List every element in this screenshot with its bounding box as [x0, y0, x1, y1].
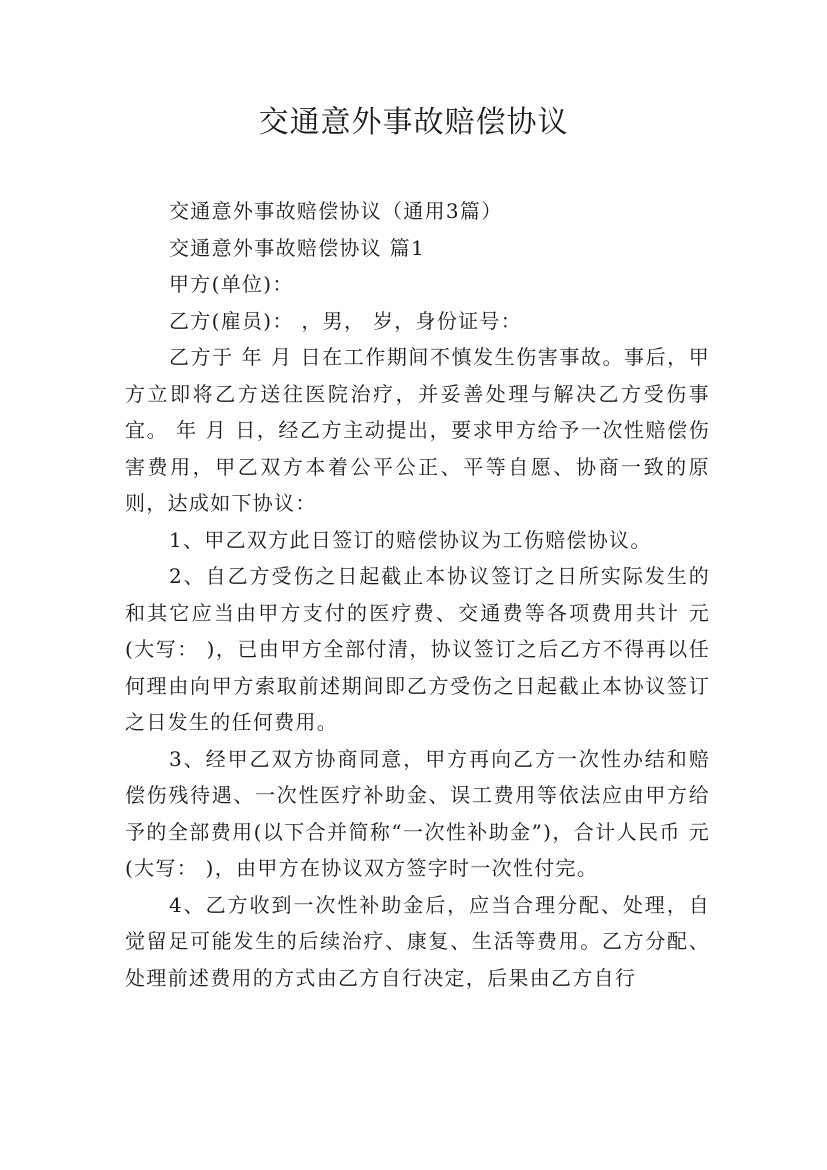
paragraph-clause-1: 1、甲乙双方此日签订的赔偿协议为工伤赔偿协议。 — [169, 527, 652, 552]
paragraph-party-a: 甲方(单位)： — [169, 272, 294, 296]
paragraph-subtitle: 交通意外事故赔偿协议（通用3篇） — [169, 199, 503, 223]
document-body — [125, 193, 710, 996]
paragraph-party-b: 乙方(雇员)： ，男， 岁，身份证号： — [169, 308, 523, 333]
document-title: 交通意外事故赔偿协议 — [258, 105, 569, 140]
paragraph-section-heading: 交通意外事故赔偿协议 篇1 — [169, 235, 425, 260]
paragraph-clause-3: 3、经甲乙双方协商同意，甲方再向乙方一次性办结和赔偿伤残待遇、一次性医疗补助金、误工费用等依法应由甲方给予的全部费用(以下合并简称“一次性补助金”)，合计人民币 元(大写： )，由甲方在协议双方签字时一次性付完。 — [125, 746, 710, 880]
paragraph-background: 乙方于 年 月 日在工作期间不慎发生伤害事故。事后，甲方立即将乙方送往医院治疗，并妥善处理与解决乙方受伤事宜。 年 月 日，经乙方主动提出，要求甲方给予一次性赔偿伤害费用，甲乙双方本着公平公正、平等自愿、协商一致的原则，达成如下协议： — [125, 345, 710, 515]
paragraph-clause-4: 4、乙方收到一次性补助金后，应当合理分配、处理，自觉留足可能发生的后续治疗、康复、生活等费用。乙方分配、处理前述费用的方式由乙方自行决定，后果由乙方自行 — [125, 892, 710, 990]
paragraph-clause-2: 2、自乙方受伤之日起截止本协议签订之日所实际发生的和其它应当由甲方支付的医疗费、交通费等各项费用共计 元(大写： )，已由甲方全部付清，协议签订之后乙方不得再以任何理由向甲方索取前述期间即乙方受伤之日起截止本协议签订之日发生的任何费用。 — [125, 564, 710, 734]
